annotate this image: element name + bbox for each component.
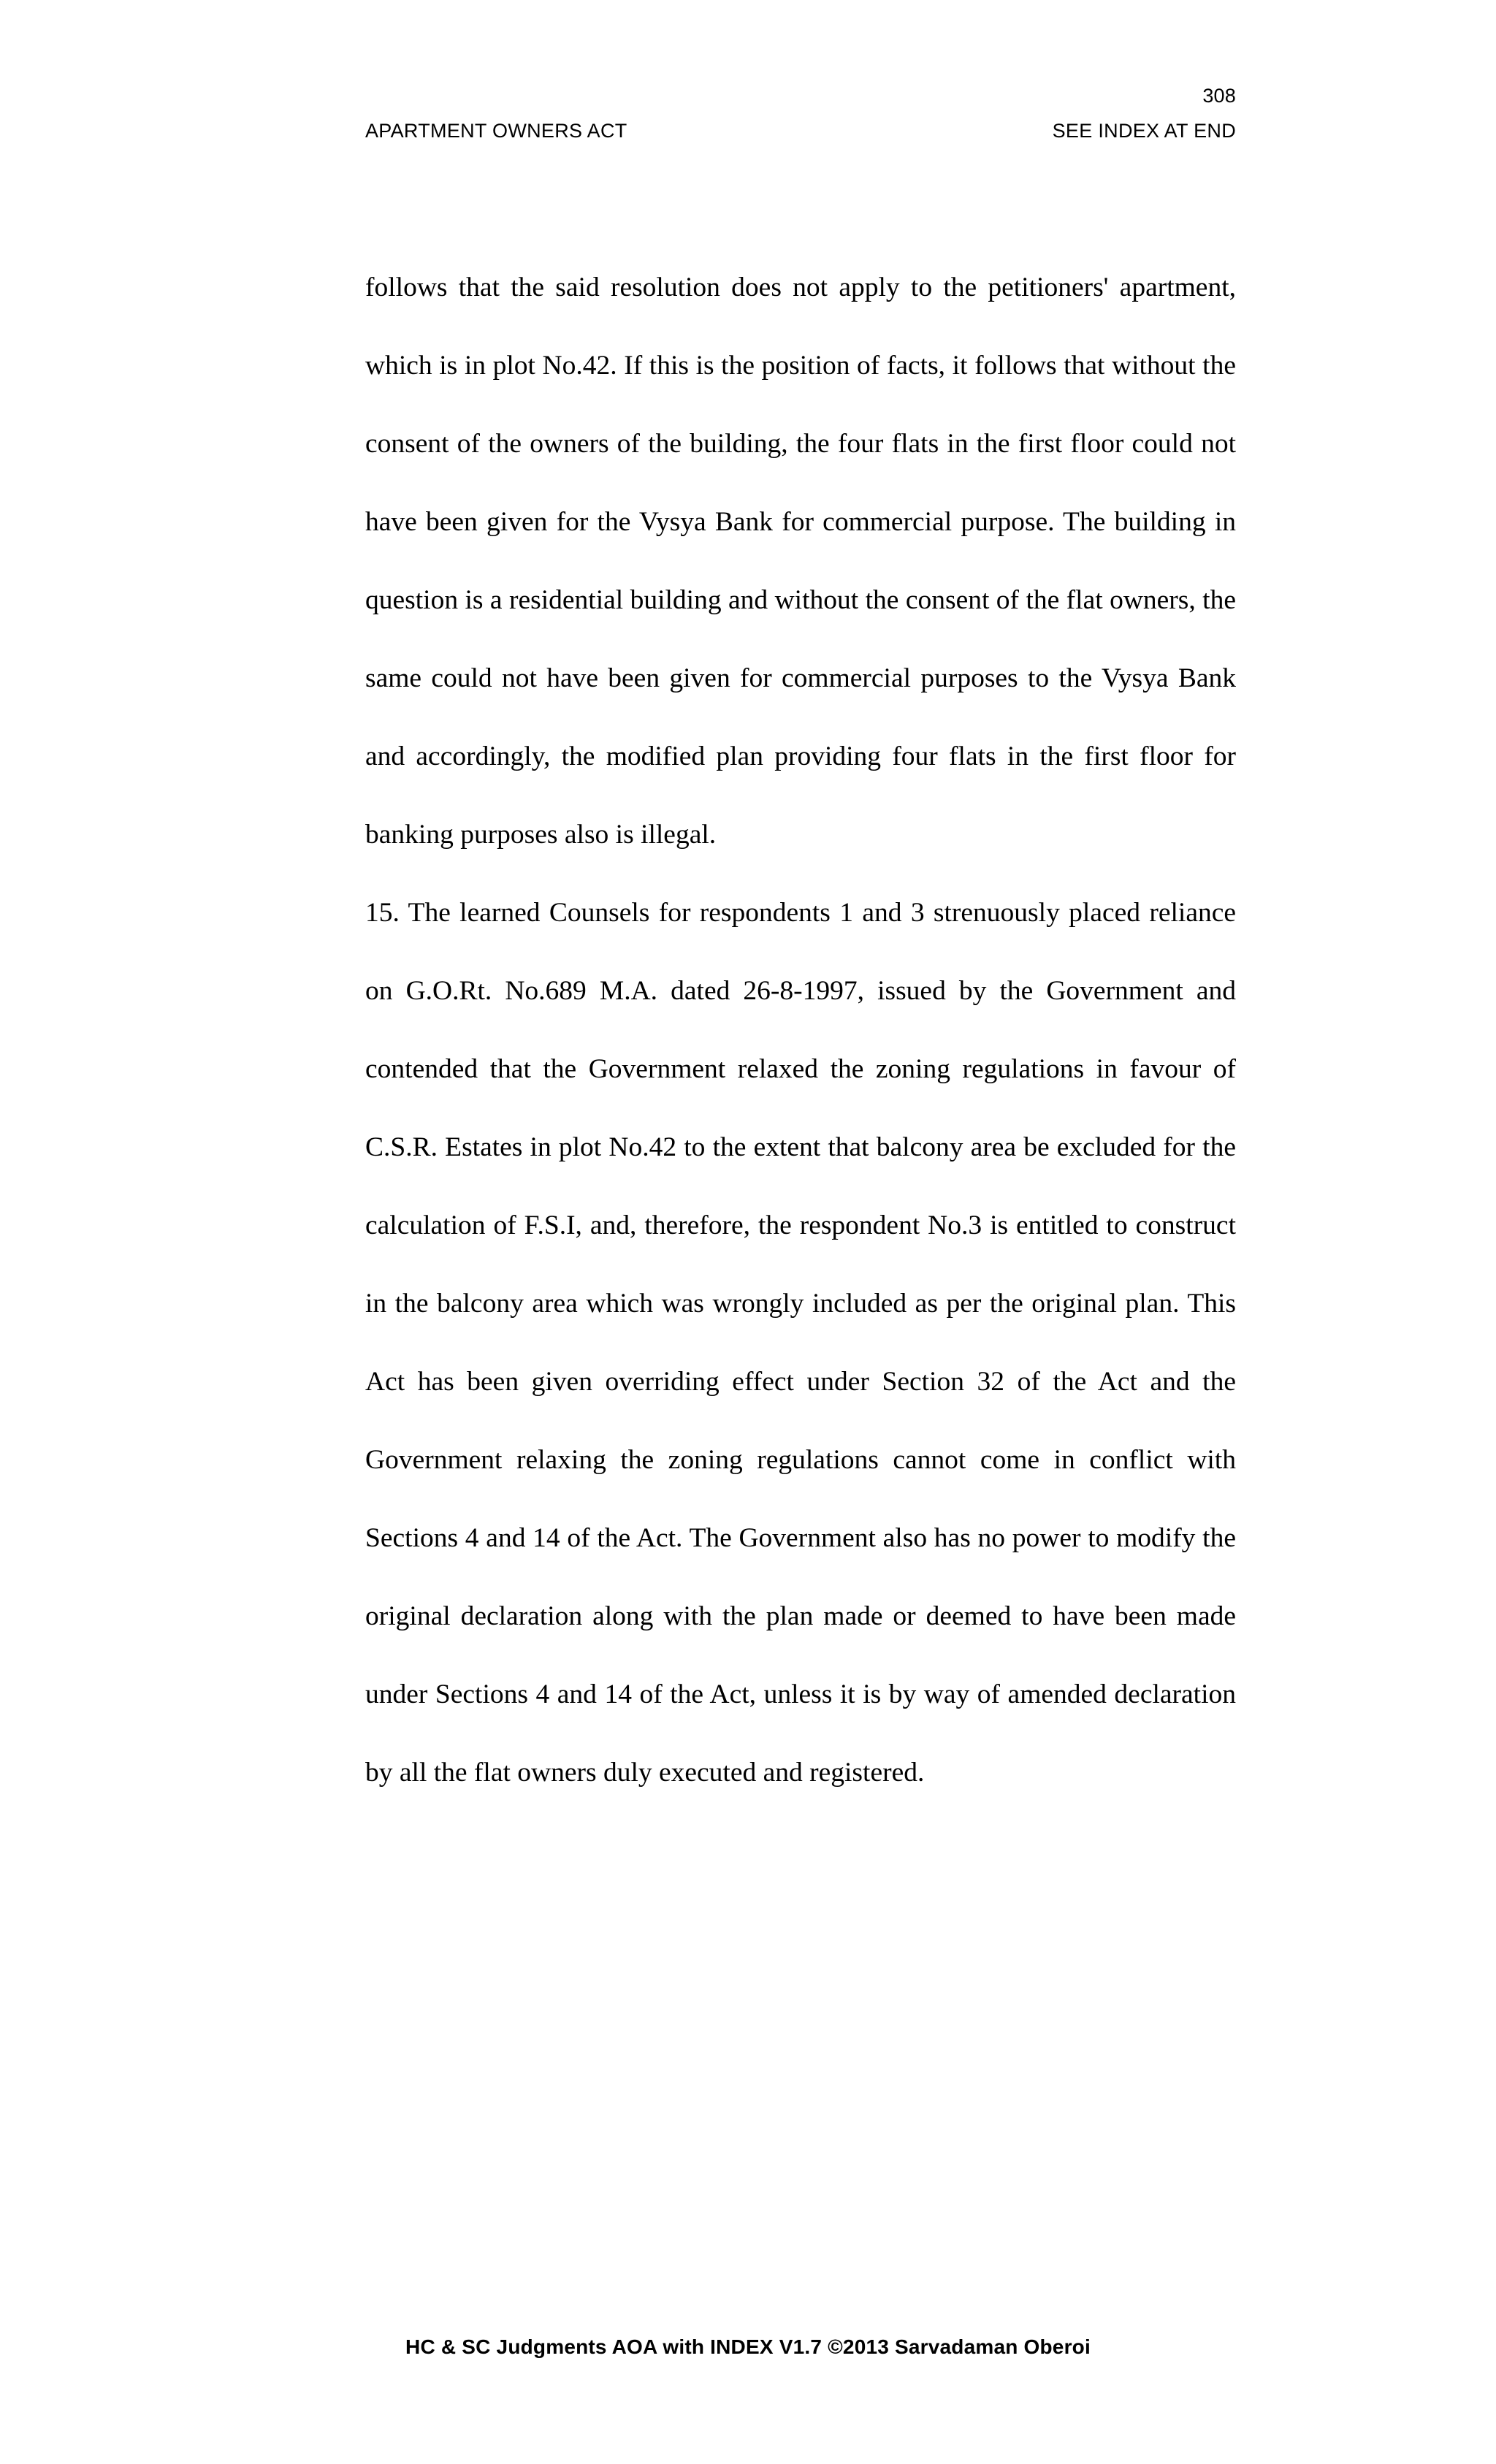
page-header — [365, 86, 1236, 152]
header-row — [365, 120, 1236, 142]
header-act-title: APARTMENT OWNERS ACT — [365, 120, 627, 142]
page-number: 308 — [1202, 85, 1236, 107]
header-index-note: SEE INDEX AT END — [1052, 120, 1236, 142]
document-body — [365, 248, 1236, 1812]
page-footer: HC & SC Judgments AOA with INDEX V1.7 ©2013 Sarvadaman Oberoi — [405, 2335, 1091, 2358]
paragraph-15: 15. The learned Counsels for respondents 1 and 3 strenuously placed reliance on G.O.Rt. No.689 M.A. dated 26-8-1997, issued by the Government and contended that the Government relaxed the zoning regulations in favour of C.S.R. Estates in plot No.42 to the extent that balcony area be excluded for the calculation of F.S.I, and, therefore, the respondent No.3 is entitled to construct in the balcony area which was wrongly included as per the original plan. This Act has been given overriding effect under Section 32 of the Act and the Government relaxing the zoning regulations cannot come in conflict with Sections 4 and 14 of the Act. The Government also has no power to modify the original declaration along with the plan made or deemed to have been made under Sections 4 and 14 of the Act, unless it is by way of amended declaration by all the flat owners duly executed and registered. — [365, 898, 1236, 1788]
paragraph-continuation: follows that the said resolution does not apply to the petitioners' apartment, which is in plot No.42. If this is the position of facts, it follows that without the consent of the owners of the building, the four flats in the first floor could not have been given for the Vysya Bank for commercial purpose. The building in question is a residential building and without the consent of the flat owners, the same could not have been given for commercial purposes to the Vysya Bank and accordingly, the modified plan providing four flats in the first floor for banking purposes also is illegal. — [365, 272, 1236, 850]
